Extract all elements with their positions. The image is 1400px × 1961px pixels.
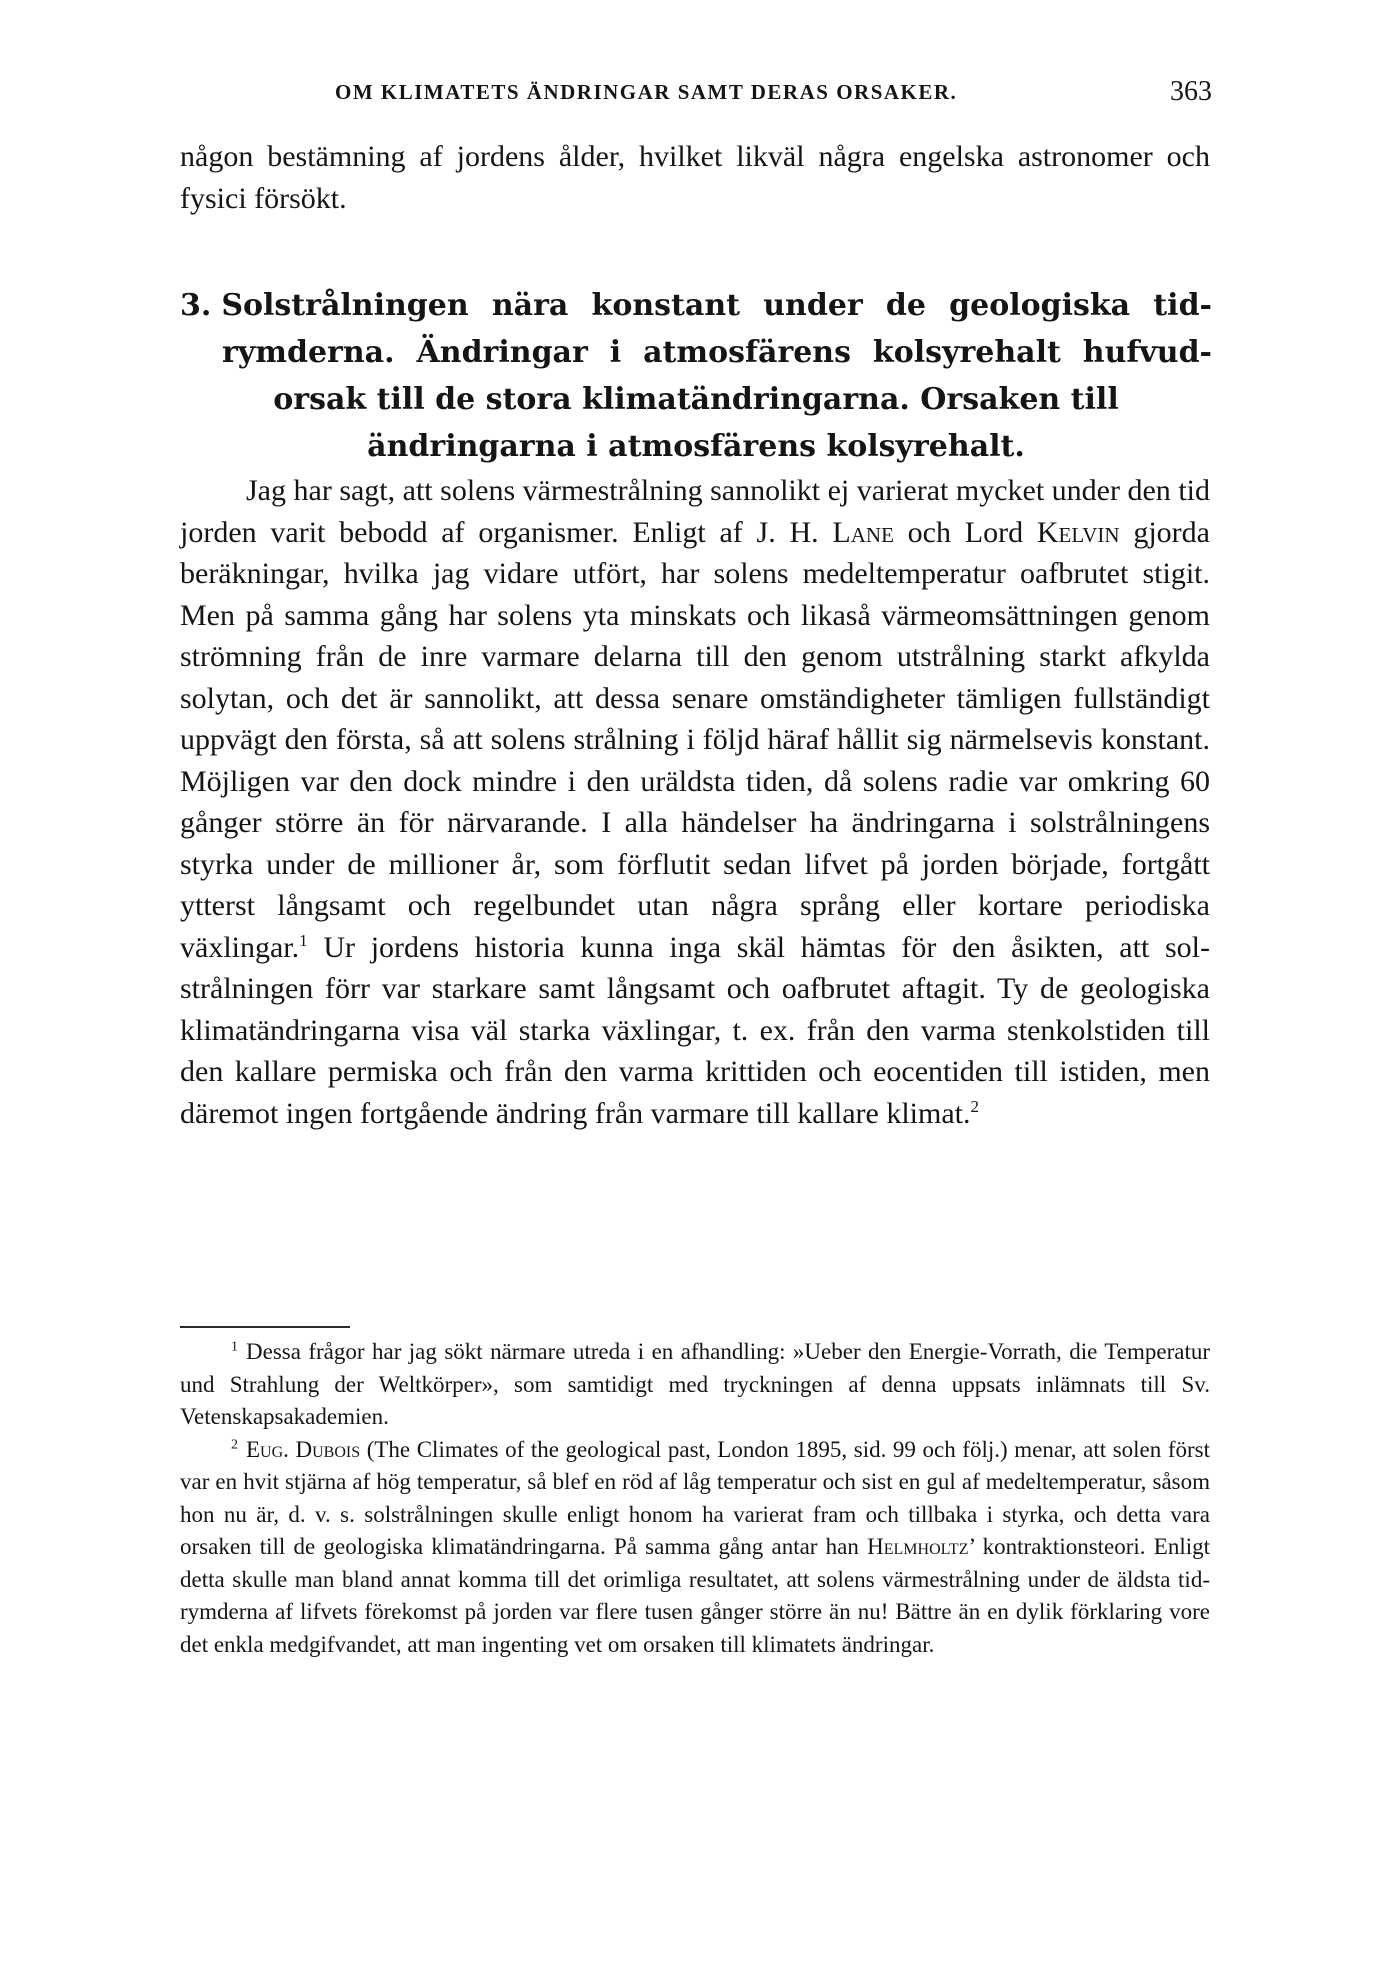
- section-heading-line-3: orsak till de stora klimatändringarna. Orsaken till: [273, 382, 1119, 417]
- footnote-divider: [180, 1326, 350, 1328]
- footnote-2: $^2$ Eug. Dubois (The Climates of the geological past, London 1895, sid. 99 och följ.) menar, att solen först var en hvit stjärna af hög temperatur, så blef en röd af låg temperatur och sist en gul af medeltemperatur, såsom hon nu är, d. v. s. solstrålningen skulle enligt honom ha varierat fram och tillbaka i styrka, och detta vara orsaken till de geologiska klimatändringarna. På samma gång antar han Helmholtz’ kontraktionsteori. Enligt detta skulle man bland annat komma till det orimliga resultatet, att solens värmestrålning under de äldsta tidrymderna af lifvets förekomst på jorden var flere tusen gånger större än nu! Bättre än en dylik förklaring vore det enkla medgifvandet, att man ingenting vet om orsaken till klimatets ändringar.: [180, 1436, 1211, 1657]
- footnotes: [180, 1336, 1210, 1661]
- page-header: [180, 76, 1212, 116]
- author-kelvin: Kelvin: [1036, 515, 1120, 549]
- section-heading: [180, 282, 1212, 470]
- section-heading-line-1: 3. Solstrålningen nära konstant under de geologiska tid-: [180, 288, 1212, 323]
- author-lane: Lane: [832, 515, 894, 549]
- footnote-1: $^1$ Dessa frågor har jag sökt närmare utreda i en afhandling: »Ueber den Energie-Vorrath, die Temperatur und Strahlung der Weltkörper», som samtidigt med tryckningen af denna uppsats inlämnats till Sv. Vetenskapsakademien.: [180, 1339, 1210, 1429]
- footnote-reference-1[interactable]: 1: [299, 930, 308, 950]
- section-number: 3.: [180, 288, 212, 323]
- running-title: OM KLIMATETS ÄNDRINGAR SAMT DERAS ORSAKER.: [335, 80, 958, 104]
- author-dubois: Eug. Dubois: [246, 1436, 361, 1462]
- author-helmholtz: Helmholtz: [867, 1534, 969, 1559]
- section-heading-line-2: rymderna. Ändringar i atmosfärens kolsyrehalt hufvud-: [222, 335, 1212, 370]
- footnote-reference-2[interactable]: 2: [970, 1096, 980, 1116]
- footnote-marker-2: 2: [231, 1436, 238, 1452]
- page-number: 363: [1170, 76, 1212, 107]
- section-heading-line-4: ändringarna i atmosfärens kolsyrehalt.: [367, 429, 1025, 464]
- footnote-marker-1: 1: [231, 1339, 238, 1355]
- main-paragraph: Jag har sagt, att solens värmestrålning sannolikt ej varierat mycket under den tid jorden varit bebodd af organismer. Enligt af J. H. Lane och Lord Kelvin gjorda beräkningar, hvilka jag vidare utfört, har solens medeltemperatur oafbrutet stigit. Men på samma gång har solens yta minskats och likaså värmeomsättningen genom strömning från de inre varmare delarna till den genom utstrålning starkt afkylda solytan, och det är sannolikt, att dessa senare omständigheter tämligen fullständigt uppvägt den första, så att solens strålning i följd häraf hållit sig närmelsevis konstant. Möjligen var den dock mindre i den uräldsta tiden, då solens radie var omkring 60 gånger större än för närvarande. I alla händelser ha ändringarna i solstrålningens styrka under de millioner år, som förflutit sedan lifvet på jorden började, fortgått ytterst långsamt och regelbundet utan några språng eller kortare periodiska växlingar.$^1$ Ur jordens historia kunna inga skäl hämtas för den åsikten, att solstrålningen förr var starkare samt långsamt och oafbrutet aftagit. Ty de geologiska klimatändringarna visa väl starka växlingar, t. ex. från den varma stenkolstiden till den kallare permiska och från den varma krittiden och eocentiden till istiden, men däremot ingen fortgående ändring från varmare till kallare klimat.$^2$: [180, 474, 1210, 1130]
- continuation-paragraph: någon bestämning af jordens ålder, hvilket likväl några engelska astronomer och fysici försökt.: [180, 140, 1210, 215]
